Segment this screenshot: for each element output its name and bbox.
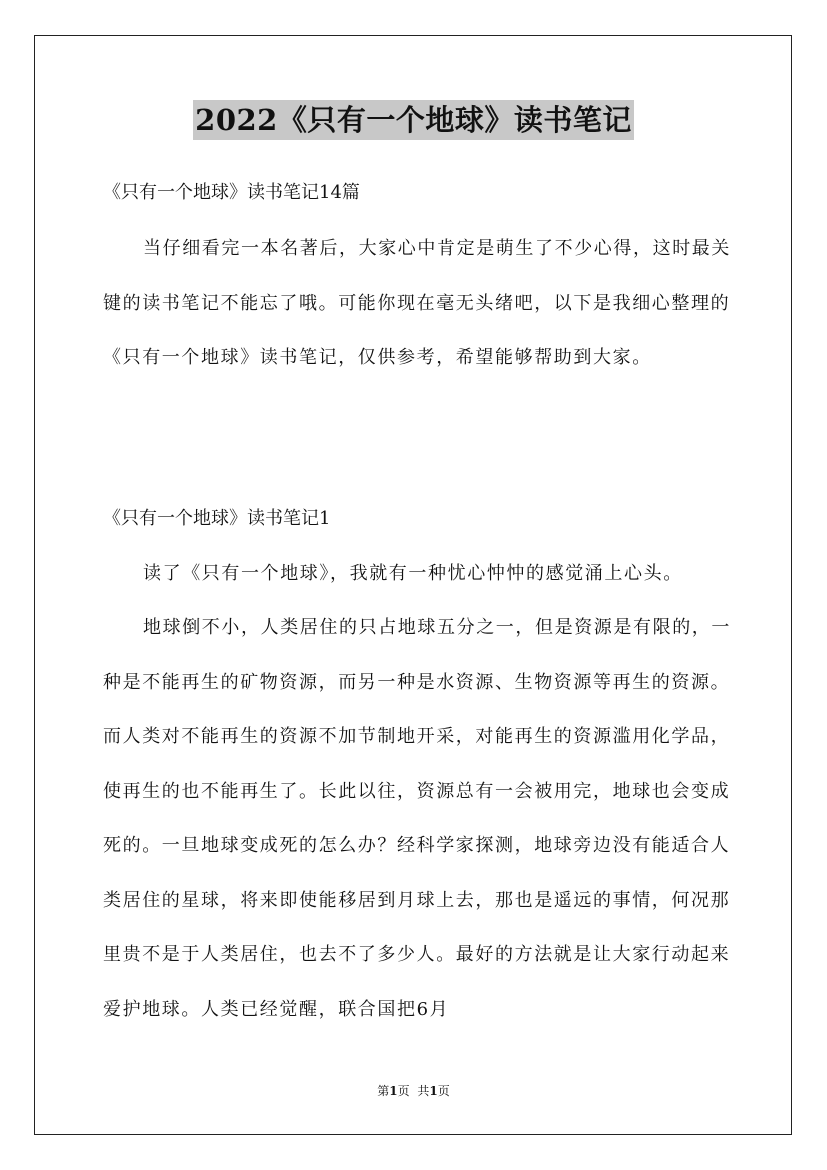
section-heading-1: 《只有一个地球》读书笔记1 bbox=[103, 508, 331, 529]
footer-page-suffix: 页 bbox=[397, 1084, 410, 1098]
footer-page-prefix: 第 bbox=[377, 1084, 390, 1098]
document-subtitle: 《只有一个地球》读书笔记14篇 bbox=[103, 182, 360, 203]
page-footer bbox=[0, 1083, 827, 1099]
document-title-text: 2022《只有一个地球》读书笔记 bbox=[193, 100, 634, 140]
footer-total-number: 1 bbox=[429, 1084, 438, 1098]
intro-paragraph: 当仔细看完一本名著后，大家心中肯定是萌生了不少心得，这时最关键的读书笔记不能忘了哦。可能你现在毫无头绪吧，以下是我细心整理的《只有一个地球》读书笔记，仅供参考，希望能够帮助到大家。 bbox=[103, 238, 731, 368]
document-title bbox=[0, 100, 827, 145]
footer-total-suffix: 页 bbox=[437, 1084, 450, 1098]
footer-page-number: 1 bbox=[389, 1084, 398, 1098]
footer-total-prefix: 共 bbox=[417, 1084, 430, 1098]
section1-paragraph-2: 地球倒不小，人类居住的只占地球五分之一，但是资源是有限的，一种是不能再生的矿物资源，而另一种是水资源、生物资源等再生的资源。而人类对不能再生的资源不加节制地开采，对能再生的资源滥用化学品，使再生的也不能再生了。长此以往，资源总有一会被用完，地球也会变成死的。一旦地球变成死的怎么办？经科学家探测，地球旁边没有能适合人类居住的星球，将来即使能移居到月球上去，那也是遥远的事情，何况那里贵不是于人类居住，也去不了多少人。最好的方法就是让大家行动起来爱护地球。人类已经觉醒，联合国把6月 bbox=[103, 617, 731, 1020]
section1-paragraph-1: 读了《只有一个地球》，我就有一种忧心忡忡的感觉涌上心头。 bbox=[143, 563, 683, 584]
